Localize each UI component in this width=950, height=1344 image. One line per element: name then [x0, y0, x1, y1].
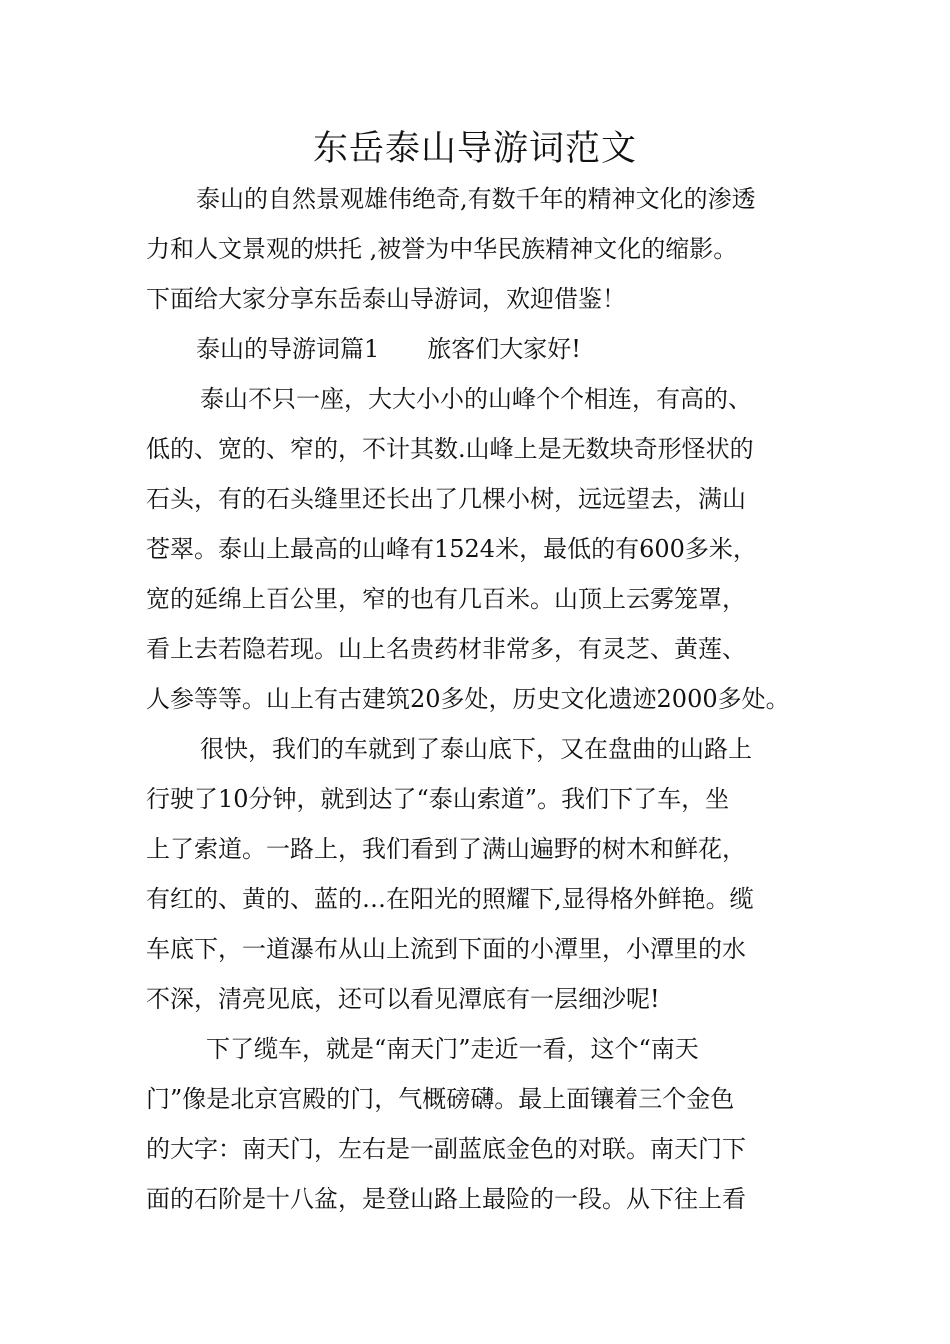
- paragraph-line: 泰山不只一座，大大小小的山峰个个相连，有高的、: [200, 385, 752, 413]
- paragraph-line: 苍翠。泰山上最高的山峰有1524米，最低的有600多米，: [146, 535, 757, 563]
- paragraph-line: 的大字：南天门，左右是一副蓝底金色的对联。南天门下: [146, 1135, 746, 1163]
- paragraph-line: 行驶了10分钟，就到达了“泰山索道”。我们下了车，坐: [146, 785, 730, 813]
- paragraph-line: 不深，清亮见底，还可以看见潭底有一层细沙呢!: [146, 985, 660, 1013]
- paragraph-line: 很快，我们的车就到了泰山底下，又在盘曲的山路上: [200, 735, 752, 763]
- paragraph-line: 力和人文景观的烘托 ,被誉为中华民族精神文化的缩影。: [146, 235, 738, 263]
- paragraph-line: 看上去若隐若现。山上名贵药材非常多，有灵芝、黄莲、: [146, 635, 746, 663]
- paragraph-line: 宽的延绵上百公里，窄的也有几百米。山顶上云雾笼罩，: [146, 585, 746, 613]
- paragraph-line: 低的、宽的、窄的，不计其数.山峰上是无数块奇形怪状的: [146, 435, 754, 463]
- paragraph-line: 泰山的自然景观雄伟绝奇,有数千年的精神文化的渗透: [196, 185, 756, 213]
- paragraph-line: 门”像是北京宫殿的门，气概磅礴。最上面镶着三个金色: [146, 1085, 735, 1113]
- paragraph-line: 石头，有的石头缝里还长出了几棵小树，远远望去，满山: [146, 485, 746, 513]
- paragraph-line: 泰山的导游词篇1 旅客们大家好!: [196, 335, 581, 363]
- paragraph-line: 下面给大家分享东岳泰山导游词，欢迎借鉴！: [146, 285, 626, 313]
- document-title: 东岳泰山导游词范文: [312, 129, 637, 169]
- paragraph-line: 下了缆车，就是“南天门”走近一看，这个“南天: [206, 1035, 699, 1063]
- paragraph-line: 车底下，一道瀑布从山上流到下面的小潭里，小潭里的水: [146, 935, 746, 963]
- paragraph-line: 上了索道。一路上，我们看到了满山遍野的树木和鲜花，: [146, 835, 746, 863]
- paragraph-line: 人参等等。山上有古建筑20多处，历史文化遗迹2000多处。: [146, 685, 790, 713]
- paragraph-line: 有红的、黄的、蓝的…在阳光的照耀下,显得格外鲜艳。缆: [146, 885, 754, 913]
- paragraph-line: 面的石阶是十八盆，是登山路上最险的一段。从下往上看: [146, 1185, 746, 1213]
